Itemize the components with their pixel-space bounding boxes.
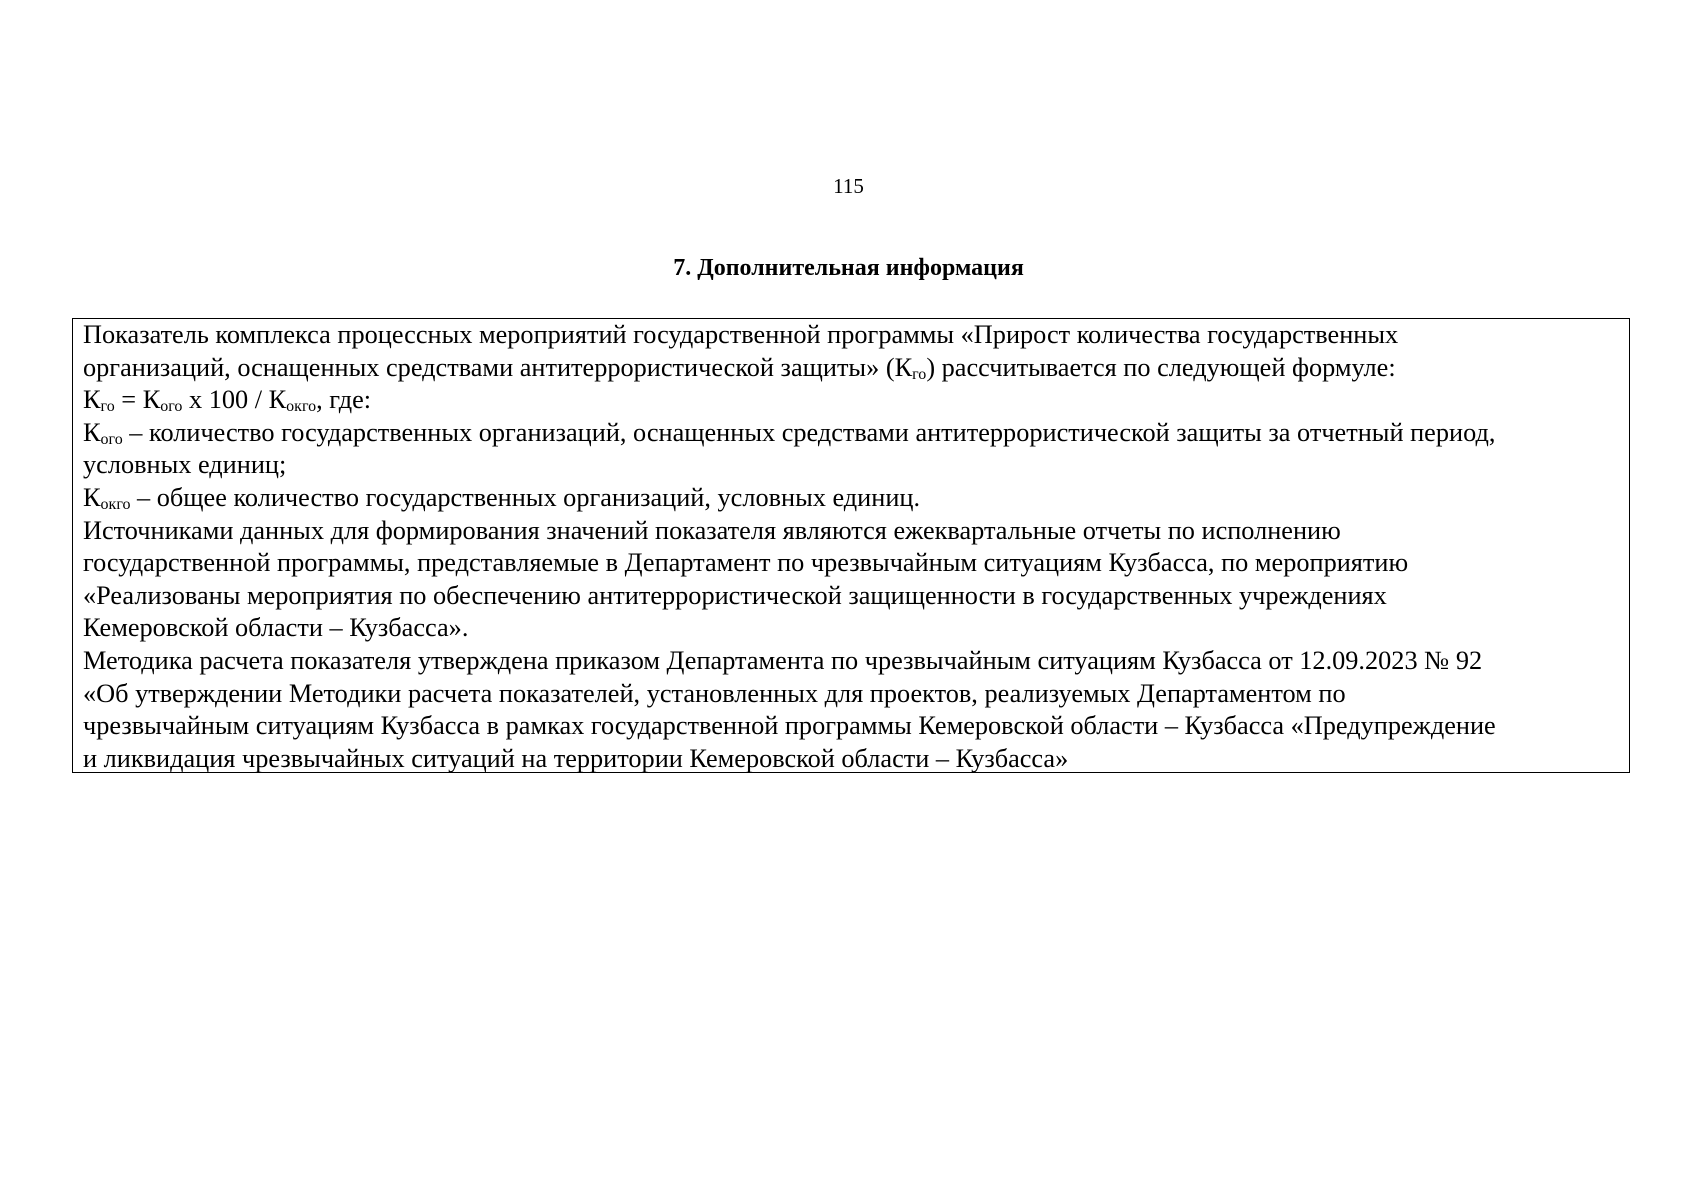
symbol-k: К [142, 385, 161, 415]
formula-tail: , где: [316, 385, 372, 415]
definition-k-ogo-continued: условных единиц; [83, 450, 287, 480]
definition-k-ogo [83, 417, 1619, 450]
sources-line-4: Кемеровской области – Кузбасса». [83, 613, 469, 643]
methodology-line-1: Методика расчета показателя утверждена приказом Департамента по чрезвычайным ситуациям Кузбасса от 12.09.2023 № 92 [83, 645, 1483, 675]
additional-info-box [72, 318, 1630, 773]
sources-line-1: Источниками данных для формирования значений показателя являются ежеквартальные отчеты по исполнению [83, 515, 1341, 545]
indicator-description-text: организаций, оснащенных средствами антитеррористической защиты» ( [83, 352, 895, 382]
section-title: 7. Дополнительная информация [673, 255, 1024, 281]
formula-middle: x 100 / [182, 385, 269, 415]
definition-k-ogo-text: – количество государственных организаций, оснащенных средствами антитеррористической защиты за отчетный период, [122, 417, 1496, 447]
definition-k-okgo [83, 482, 1619, 515]
subscript-ogo: ого [160, 398, 183, 416]
subscript-okgo: окго [100, 495, 131, 513]
symbol-k: К [268, 385, 287, 415]
formula-equals: = [114, 385, 143, 415]
indicator-description-line-2 [83, 352, 1619, 385]
indicator-description-line-1: Показатель комплекса процессных мероприятий государственной программы «Прирост количества государственных [83, 320, 1399, 349]
sources-line-3: «Реализованы мероприятия по обеспечению антитеррористической защищенности в государственных учреждениях [83, 580, 1387, 610]
formula-line [83, 384, 1619, 417]
symbol-k: К [83, 385, 101, 415]
definition-k-okgo-text: – общее количество государственных организаций, условных единиц. [130, 482, 921, 512]
page-number: 115 [833, 174, 864, 198]
indicator-description-tail: ) рассчитывается по следующей формуле: [926, 352, 1396, 382]
subscript-go: го [100, 398, 115, 416]
symbol-k: К [83, 482, 101, 512]
symbol-k: К [83, 417, 101, 447]
subscript-ogo: ого [100, 430, 123, 448]
sources-line-2: государственной программы, представляемые в Департамент по чрезвычайным ситуациям Кузбасса, по мероприятию [83, 548, 1409, 578]
methodology-line-2: «Об утверждении Методики расчета показателей, установленных для проектов, реализуемых Департаментом по [83, 678, 1346, 708]
subscript-okgo: окго [286, 398, 317, 416]
symbol-k: К [894, 352, 913, 382]
subscript-go: го [912, 365, 927, 383]
methodology-line-4: и ликвидация чрезвычайных ситуаций на территории Кемеровской области – Кузбасса» [83, 743, 1069, 773]
methodology-line-3: чрезвычайным ситуациям Кузбасса в рамках государственной программы Кемеровской области – Кузбасса «Предупреждение [83, 711, 1496, 741]
